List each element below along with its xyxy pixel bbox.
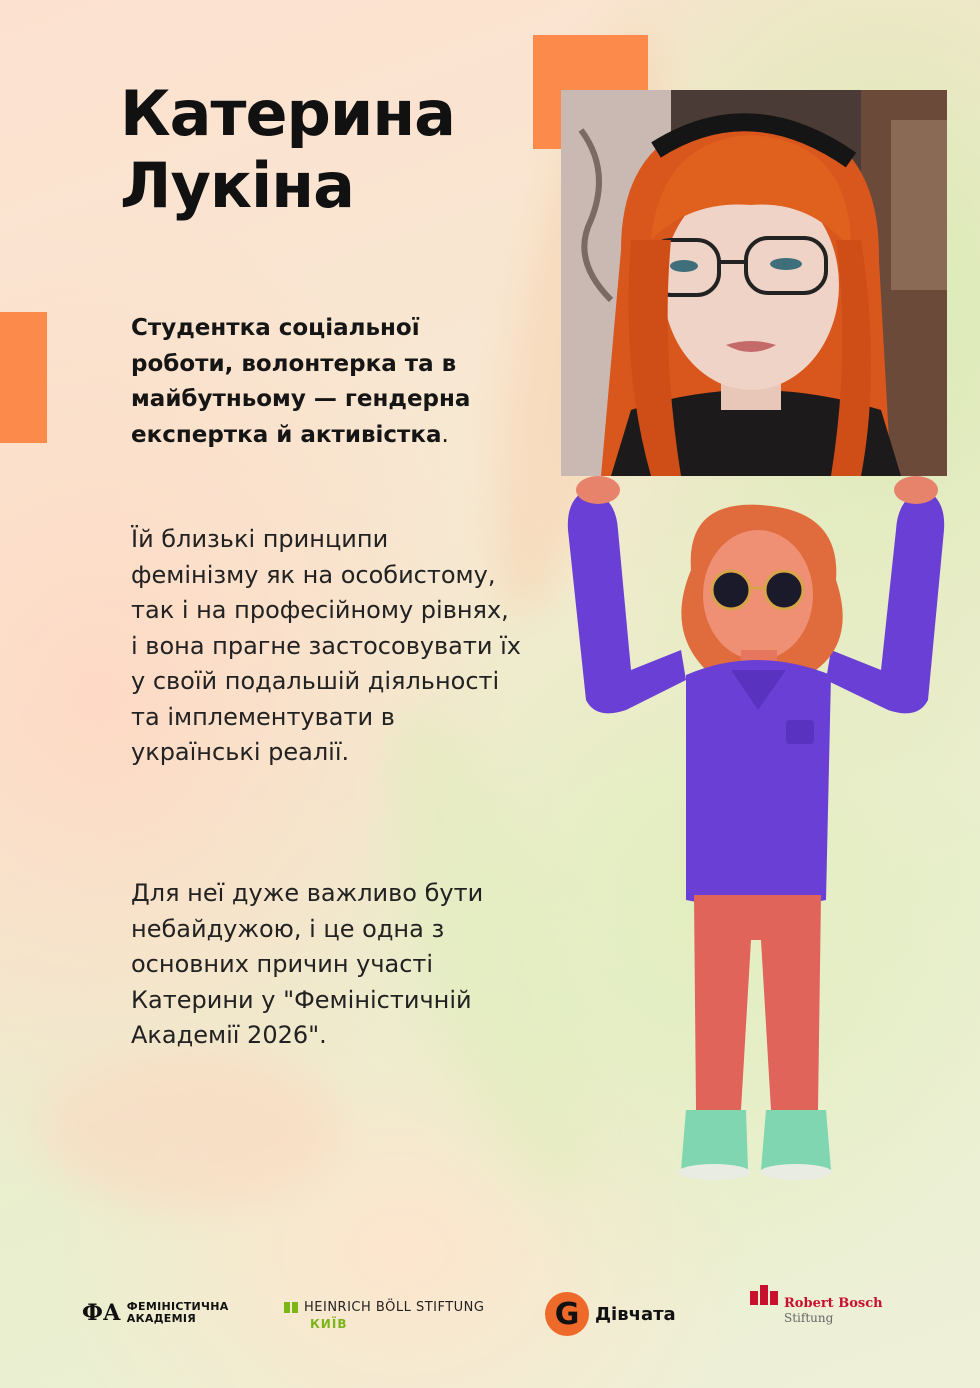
character-illustration: [556, 470, 956, 1200]
bio-paragraph-2: Для неї дуже важливо бути небайдужою, і це одна з основних причин участі Катерини у "Феміністичній Академії 2026".: [131, 879, 484, 1049]
portrait-photo: [561, 90, 947, 476]
page-title: [120, 78, 455, 222]
lead-bold: Студентка соціальної роботи, волонтерка та в майбутньому — гендерна експертка й активістка: [131, 315, 471, 448]
lead-text: [131, 311, 511, 453]
bosch-line1: Robert Bosch: [784, 1296, 883, 1311]
bio-paragraph-1: Їй близькі принципи фемінізму як на особистому, так і на професійному рівнях, і вона прагне застосовувати їх у своїй подальшій діяльності та імплементувати в українські реалії.: [131, 525, 521, 766]
logo-robert-bosch: [750, 1291, 883, 1325]
name-first: Катерина: [120, 77, 455, 150]
hbs-bars-icon: [284, 1302, 298, 1313]
fa-line1: ФЕМІНІСТИЧНА: [126, 1300, 229, 1313]
divchata-mark-icon: [545, 1292, 589, 1336]
fa-label: [127, 1301, 229, 1325]
divchata-name: Дівчата: [595, 1303, 676, 1325]
hbs-city: КИЇВ: [310, 1317, 348, 1331]
bosch-line2: Stiftung: [784, 1311, 834, 1325]
accent-block-left: [0, 312, 47, 443]
hbs-name: HEINRICH BÖLL STIFTUNG: [304, 1300, 485, 1315]
bg-streak: [40, 1050, 340, 1210]
logo-feminist-academy: [82, 1300, 229, 1326]
logo-divchata: [545, 1292, 676, 1336]
divchata-mark-letter: G: [554, 1296, 580, 1332]
lead-punct: .: [441, 421, 449, 448]
name-last: Лукіна: [120, 149, 354, 222]
fa-mark-icon: ФА: [82, 1300, 121, 1326]
logo-heinrich-boll: [284, 1300, 484, 1331]
fa-line2: АКАДЕМІЯ: [126, 1312, 197, 1325]
